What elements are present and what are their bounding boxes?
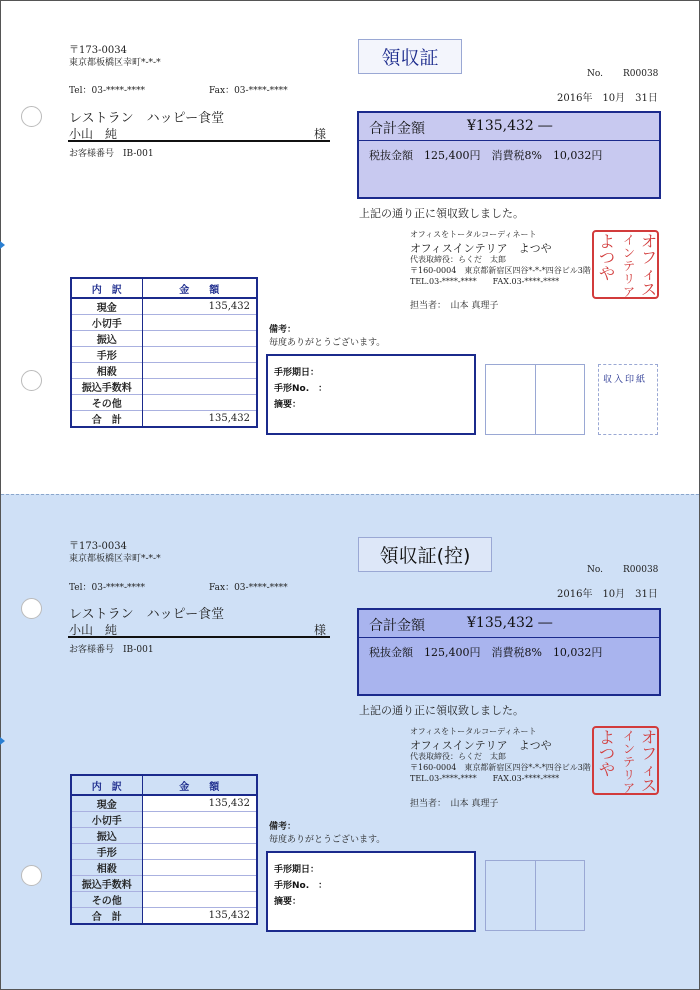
receipt-no: R00038: [623, 69, 659, 79]
issuer-address: 〒160-0004 東京都新宿区四谷*-*-*四谷ビル3階: [410, 266, 591, 275]
customer-person: 小山 純: [69, 623, 118, 637]
bill-no-label: 手形No. ：: [274, 881, 328, 891]
table-row: 振込手数料: [71, 876, 257, 892]
punch-hole-icon: [21, 370, 42, 391]
issuer-staff: 担当者： 山本 真理子: [410, 799, 499, 809]
issuer-contact: TEL.03-****-**** FAX.03-****-****: [410, 277, 560, 286]
customer-person: 小山 純: [69, 127, 118, 141]
total-box: [357, 111, 661, 199]
breakdown-header-amount: 金 額: [142, 775, 257, 795]
table-row: 手形: [71, 844, 257, 860]
bill-box: [266, 354, 476, 435]
receipt-copy-title: 領収証(控): [358, 537, 492, 572]
table-row: 小切手: [71, 315, 257, 331]
breakdown-table: [70, 774, 258, 925]
bill-date-label: 手形期日：: [274, 368, 320, 378]
sender-fax: Fax：03-****-****: [209, 86, 288, 96]
table-row: 振込手数料: [71, 379, 257, 395]
table-row: 合 計 135,432: [71, 411, 257, 428]
receipt-title: 領収証: [358, 39, 462, 74]
table-row: 合 計 135,432: [71, 908, 257, 925]
breakdown-table: [70, 277, 258, 428]
memo-label: 備考：: [269, 822, 297, 832]
customer-honorific: 様: [314, 127, 327, 141]
issuer-rep: 代表取締役：らくだ 太郎: [410, 752, 506, 761]
breakdown-header-category: 内 訳: [71, 278, 142, 298]
issuer-rep: 代表取締役：らくだ 太郎: [410, 255, 506, 264]
customer-underline: [68, 636, 330, 638]
memo-text: 毎度ありがとうございます。: [269, 338, 386, 348]
receipt-no-label: No.: [587, 69, 603, 79]
company-seal-stamp: オ フ ィ ス イ ン テ リ ア よ つ や: [592, 230, 659, 299]
table-row: 相殺: [71, 363, 257, 379]
table-row: 振込: [71, 331, 257, 347]
fold-marker-icon: [0, 737, 5, 745]
sender-fax: Fax：03-****-****: [209, 583, 288, 593]
customer-name: レストラン ハッピー食堂: [69, 607, 225, 622]
sender-postal: 〒173-0034: [69, 45, 127, 56]
issuer-company: オフィスインテリア よつや: [410, 739, 552, 752]
memo-label: 備考：: [269, 325, 297, 335]
sender-tel: Tel：03-****-****: [69, 86, 146, 96]
receipt-no-label: No.: [587, 565, 603, 575]
total-amount: ¥135,432 ―: [467, 615, 553, 631]
table-row: 振込: [71, 828, 257, 844]
breakdown-header-amount: 金 額: [142, 278, 257, 298]
customer-underline: [68, 140, 330, 142]
issuer-tagline: オフィスをトータルコーディネート: [410, 230, 537, 239]
sender-postal: 〒173-0034: [69, 541, 127, 552]
receipt-original: [1, 1, 699, 494]
bill-box: [266, 851, 476, 932]
customer-number: お客様番号 IB-001: [69, 645, 154, 655]
stamp-area: [485, 860, 585, 931]
tax-line: 税抜金額 125,400円 消費税8% 10,032円: [369, 646, 603, 659]
receipt-date: 2016年 10月 31日: [557, 93, 658, 104]
punch-hole-icon: [21, 865, 42, 886]
issuer-company: オフィスインテリア よつや: [410, 242, 552, 255]
total-label: 合計金額: [369, 121, 425, 137]
bill-no-label: 手形No. ：: [274, 384, 328, 394]
table-row: 相殺: [71, 860, 257, 876]
bill-date-label: 手形期日：: [274, 865, 320, 875]
receipt-no: R00038: [623, 565, 659, 575]
customer-number: お客様番号 IB-001: [69, 149, 154, 159]
revenue-stamp-box: 収入印紙: [598, 364, 658, 435]
table-row: 小切手: [71, 812, 257, 828]
table-row: その他: [71, 892, 257, 908]
customer-honorific: 様: [314, 623, 327, 637]
receipt-statement: 上記の通り正に領収致しました。: [359, 704, 524, 717]
memo-text: 毎度ありがとうございます。: [269, 835, 386, 845]
total-label: 合計金額: [369, 618, 425, 634]
table-row: 現金 135,432: [71, 298, 257, 315]
receipt-copy: [1, 494, 699, 989]
punch-hole-icon: [21, 106, 42, 127]
company-seal-stamp: オ フ ィ ス イ ン テ リ ア よ つ や: [592, 726, 659, 795]
table-row: 現金 135,432: [71, 795, 257, 812]
issuer-address: 〒160-0004 東京都新宿区四谷*-*-*四谷ビル3階: [410, 763, 591, 772]
receipt-date: 2016年 10月 31日: [557, 589, 658, 600]
table-row: その他: [71, 395, 257, 411]
total-amount: ¥135,432 ―: [467, 118, 553, 134]
tax-line: 税抜金額 125,400円 消費税8% 10,032円: [369, 149, 603, 162]
issuer-staff: 担当者： 山本 真理子: [410, 301, 499, 311]
total-box: [357, 608, 661, 696]
summary-label: 摘要：: [274, 400, 302, 410]
sender-address: 東京都板橋区幸町*-*-*: [69, 58, 161, 68]
punch-hole-icon: [21, 598, 42, 619]
issuer-contact: TEL.03-****-**** FAX.03-****-****: [410, 774, 560, 783]
receipt-statement: 上記の通り正に領収致しました。: [359, 207, 524, 220]
sender-address: 東京都板橋区幸町*-*-*: [69, 554, 161, 564]
fold-marker-icon: [0, 241, 5, 249]
table-row: 手形: [71, 347, 257, 363]
customer-name: レストラン ハッピー食堂: [69, 111, 225, 126]
summary-label: 摘要：: [274, 897, 302, 907]
stamp-area: [485, 364, 585, 435]
sender-tel: Tel：03-****-****: [69, 583, 146, 593]
breakdown-header-category: 内 訳: [71, 775, 142, 795]
issuer-tagline: オフィスをトータルコーディネート: [410, 727, 537, 736]
